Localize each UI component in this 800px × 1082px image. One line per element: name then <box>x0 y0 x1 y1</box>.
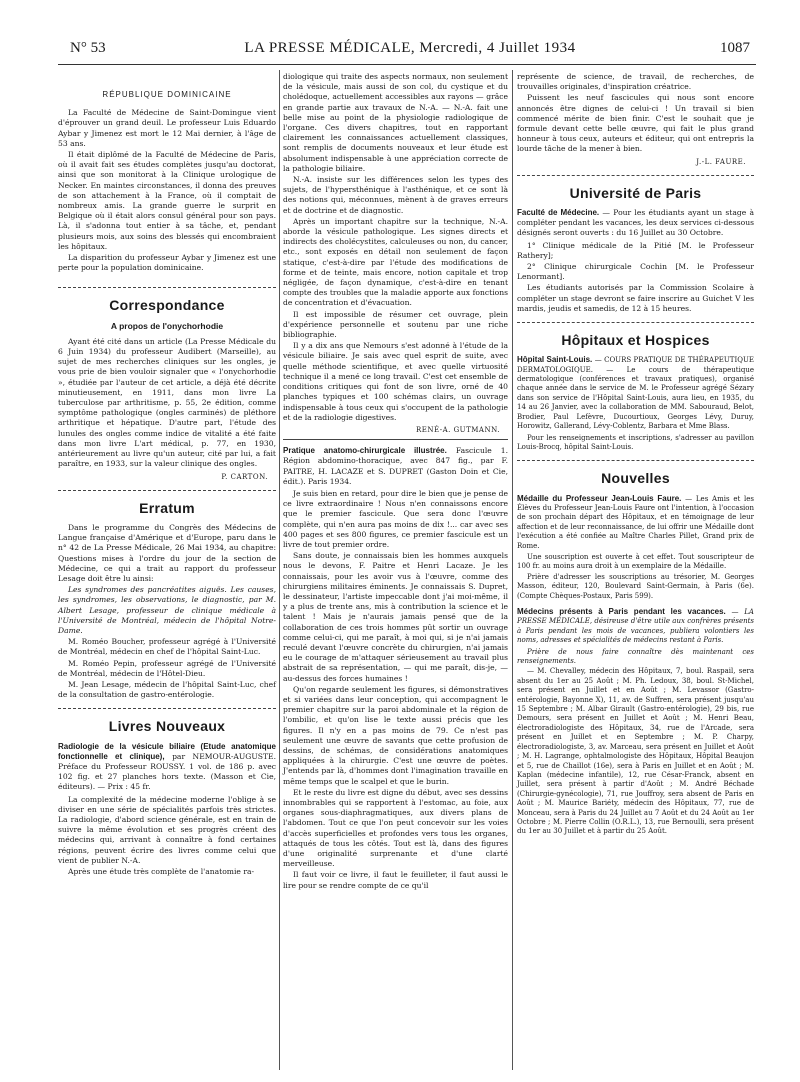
subsection-title: A propos de l'onychorhodie <box>110 320 224 331</box>
notice-text: — Les Amis et les Élèves du Professeur Jean-Louis Faure ont l'intention, à l'occasion de son prochain départ des Hôpitaux, et en témoignage de leur affection et de leur reconnaissance, de lui offrir une Médaille dont l'exécution a été confiée au Maître Charles Pillet, Grand prix de Rome. <box>517 494 755 550</box>
book-title: Pratique anatomo-chirurgicale illustrée. <box>283 446 447 456</box>
section-title: Nouvelles <box>601 470 670 487</box>
paragraph: M. Roméo Pepin, professeur agrégé de l'Université de Montréal, médecin de l'Hôtel-Dieu. <box>58 658 276 678</box>
section-title: Université de Paris <box>569 184 702 201</box>
paragraph: 1° Clinique médicale de la Pitié [M. le Professeur Rathery]; <box>517 240 754 260</box>
column-divider <box>279 70 280 1070</box>
section-title: Livres Nouveaux <box>108 718 226 735</box>
column-1 <box>58 72 276 878</box>
notice-entry <box>517 607 754 646</box>
paragraph: Et le reste du livre est digne du début, avec ses dessins innombrables qui se rapportent à l'estomac, au foie, aux organes sous-diaphragmatiques, aux divers plans de l'abdomen. Tout ce que l'on peut concevoir sur les voies d'accès superficielles et profondes vers tous les organes, attaqués de tous les côtés. Tout est là, dans des figures d'une originalité surprenante et d'une clarté merveilleuse. <box>283 787 508 869</box>
paragraph: Il faut voir ce livre, il faut le feuilleter, il faut aussi le lire pour se rendre compte de ce qu'il <box>283 870 508 890</box>
paragraph: Après une étude très complète de l'anatomie ra- <box>68 867 255 876</box>
paragraph: Sans doute, je connaissais bien les hommes auxquels nous le devons, F. Paitre et Henri Lacaze. Je les connaissais, pour les avoir vus à l'œuvre, comme des chirurgiens militaires éminents. Je connaissais S. Dupret, le dessinateur, l'artiste impeccable dont j'ai moi-même, il y a plus de trente ans, mis à contribution la science et le talent ! Mais je n'aurais jamais pensé que de la collaboration de ces trois hommes pût sortir un ouvrage comme celui-ci, qui me paraît, à moi qui, si je n'ai jamais reculé devant l'œuvre concrète du chirurgien, n'ai jamais eu le courage de m'attaquer sérieusement au travail plus abstrait de sa représentation, — qui me paraît, dis-je, — au-dessus des forces humaines ! <box>283 551 508 683</box>
separator <box>283 439 508 440</box>
separator <box>58 708 276 709</box>
paragraph: Je suis bien en retard, pour dire le bien que je pense de ce livre extraordinaire ! Nous n'en connaissons encore que le premier fascicule. Que sera donc l'œuvre complète, qui n'en aura pas moins de dix !... car avec ses 400 pages et ses 800 figures, ce premier fascicule est un livre de tout premier ordre. <box>283 488 508 549</box>
paragraph: Après un important chapitre sur la technique, N.-A. aborde la vésicule pathologique. Les signes directs et indirects des cholécystites, calculeuses ou non, du cancer, etc., sont exposés en détail non seulement de façon statique, c'est-à-dire par l'étude des modifications de forme et de teinte, mais encore, notion capitale et trop négligée, de façon dynamique, c'est-à-dire en tenant compte des troubles que la maladie apporte aux fonctions de concentration et d'évacuation. <box>283 216 508 308</box>
notice-entry <box>517 494 754 551</box>
paragraph: Dans le programme du Congrès des Médecins de Langue française d'Amérique et d'Europe, paru dans le n° 42 de La Presse Médicale, 26 Mai 1934, au chapitre: Questions mises à l'ordre du jour de la section de Médecine, ce qui a trait au rapport du professeur Lesage doit être lu ainsi: <box>58 522 276 583</box>
paragraph: Les étudiants autorisés par la Commission Scolaire à compléter un stage devront se faire inscrire au Guichet V les mardis, jeudis et samedis, de 12 à 15 heures. <box>517 283 754 313</box>
book-entry <box>283 446 508 487</box>
book-entry <box>58 742 276 793</box>
header-rule <box>58 64 756 65</box>
paragraph: M. Jean Lesage, médecin de l'hôpital Saint-Luc, chef de la consultation de gastro-entérologie. <box>58 679 276 700</box>
paragraph: M. Roméo Boucher, professeur agrégé à l'Université de Montréal, médecin en chef de l'hôpital Saint-Luc. <box>58 637 276 657</box>
column-3 <box>517 72 754 838</box>
notice-text: — Pour les étudiants ayant un stage à compléter pendant les vacances, les deux services ci-dessous désignés seront ouverts : du 16 Juillet au 30 Octobre. <box>517 208 755 238</box>
paragraph: Qu'on regarde seulement les figures, si démonstratives et si variées dans leur conception, qui accompagnent le premier chapitre sur la paroi abdominale et la région de l'ombilic, et qu'on lise le texte aussi précis que les figures. Il n'y en a pas moins de 79. Ce n'est pas seulement une œuvre de savants que cette profusion de dessins, de schémas, de considérations anatomiques appliquées à la chirurgie. C'est une œuvre de poètes. J'entends par là, d'hommes dont l'imagination travaille en même temps que le scalpel et que le burin. <box>283 684 508 786</box>
separator <box>517 460 754 461</box>
notice-entry <box>517 208 754 239</box>
notice-title: Médecins présents à Paris pendant les vacances. <box>517 607 726 616</box>
separator <box>517 322 754 323</box>
journal-title-date: LA PRESSE MÉDICALE, Mercredi, 4 Juillet 1934 <box>244 40 576 56</box>
notice-text: — LA PRESSE MÉDICALE, désireuse d'être utile aux confrères présents à Paris pendant les mois de vacances, publiera volontiers les noms, adresses et spécialités de médecins restant à Paris. <box>517 608 754 645</box>
paragraph: Les syndromes des pancréatites aiguës. Les causes, les syndromes, les observations, le diagnostic, par M. Albert Lesage, professeur de clinique médicale à l'Université de Montréal, médecin de l'hôpital Notre-Dame. <box>58 585 276 635</box>
paragraph: Une souscription est ouverte à cet effet. Tout souscripteur de 100 fr. au moins aura droit à un exemplaire de la Médaille. <box>517 552 754 571</box>
page-header <box>70 40 750 60</box>
paragraph: La complexité de la médecine moderne l'oblige à se diviser en une série de spécialités parfois très strictes. La radiologie, d'abord science générale, est en train de suivre la même évolution et ses progrès créent des médecins qui, arrivant à connaître à fond certaines régions, peuvent écrire des livres comme celui que vient de publier N.-A. <box>58 794 276 865</box>
paragraph: Ayant été cité dans un article (La Presse Médicale du 6 Juin 1934) du professeur Audibert (Marseille), au sujet de mes recherches cliniques sur les ongles, je vous prie de bien vouloir signaler que « l'onychorhodie », étudiée par l'auteur de cet article, a déjà été décrite minutieusement, en 1911, dans mon livre La tuberculose par arthritisme, p. 55, 2e édition, comme symptôme pathologique (ongles carminés) de pléthore arthritique et hépatique. D'autre part, l'étude des lunules des ongles comme indice de vitalité a été faite dans mon livre L'art médical, p. 77, en 1930, antérieurement au livre qu'un auteur, cité par lui, a fait paraître, en 1933, sur la valeur clinique des ongles. <box>58 336 276 469</box>
paragraph: 2° Clinique chirurgicale Cochin [M. le Professeur Lenormant]. <box>517 262 754 282</box>
paragraph: N.-A. insiste sur les différences selon les types des sujets, de l'hypersthénique à l'asthénique, et ce sont là des notions qui, méconnues, mènent à de graves erreurs et de doctrine et de diagnostic. <box>283 175 508 215</box>
paragraph: La Faculté de Médecine de Saint-Domingue vient d'éprouver un grand deuil. Le professeur Luis Eduardo Aybar y Jimenez est mort le 12 Mai dernier, à l'âge de 53 ans. <box>58 108 276 148</box>
paragraph: — M. Chevalley, médecin des Hôpitaux, 7, boul. Raspail, sera absent du 1er au 25 Août ; M. Ph. Ledoux, 38, boul. St-Michel, sera présent en Juillet et en Août ; M. Levassor (Gastro-entérologie, Bayonne X), 11, av. de Suffren, sera présent jusqu'au 15 Septembre ; M. Albar Girault (Gastro-entérologie), 29 bis, rue Demours, sera présent en Juillet et Août ; M. Henri Beau, électroradiologiste des Hôpitaux, 34, rue de l'Arcade, sera présent en Juillet et en Septembre ; M. P. Charpy, électroradiologiste, 3, av. Marceau, sera présent en Juillet et Août ; M. H. Lagrange, ophtalmologiste des Hôpitaux, Hôpital Beaujon et 5, rue de Chaillot (16e), sera à Paris en Juillet et en Août ; M. Kaplan (médecine infantile), 12, rue César-Franck, absent en Juillet, sera présent à partir d'Août ; M. André Béchade (Chirurgie-gynécologie), 71, rue Jouffroy, sera absent de Paris en Août ; M. Maurice Bariéty, médecin des Hôpitaux, 77, rue de Monceau, sera à Paris du 24 Juillet au 7 Août et du 24 Août au 1er Octobre ; M. Pierre Collin (O.R.L.), 13, rue Bernoulli, sera présent du 1er au 30 Juillet et à partir du 25 Août. <box>517 667 754 836</box>
paragraph: Puissent les neuf fascicules qui nous sont encore annoncés être dignes de celui-ci ! Un travail si bien commencé mérite de bien finir. C'est le souhait que je formule devant cette belle œuvre, qui fait le plus grand honneur à tous ceux, auteurs et éditeur, qui ont entrepris la lourde tâche de la mener à bien. <box>517 93 754 154</box>
paragraph: Il était diplômé de la Faculté de Médecine de Paris, où il avait fait ses études complètes jusqu'au doctorat, ainsi que son monitorat à la Clinique urologique de Necker. En maintes circonstances, il donna des preuves de son attachement à la France, où il comptait de nombreux amis. La grande guerre le surprit en Belgique où il était alors consul général pour son pays. Là, il s'adonna tout entier à sa tâche, et, pendant plusieurs mois, aux soins des blessés qui encombraient les hôpitaux. <box>58 150 276 251</box>
column-2 <box>283 72 508 892</box>
section-title: RÉPUBLIQUE DOMINICAINE <box>102 90 232 99</box>
book-title: Radiologie de la vésicule biliaire (Etude anatomique fonctionnelle et clinique), <box>58 741 276 761</box>
notice-title: Médaille du Professeur Jean-Louis Faure. <box>517 493 682 503</box>
book-details: par NEMOUR-AUGUSTE. Préface du Professeur ROUSSY. 1 vol. de 186 p. avec 102 fig. et 27 planches hors texte. (Masson et Cie, éditeurs). — Prix : 45 fr. <box>58 751 276 792</box>
notice-entry <box>517 355 754 431</box>
column-divider <box>512 70 513 1070</box>
paragraph: diologique qui traite des aspects normaux, non seulement de la vésicule, mais aussi de son col, du cystique et du cholédoque, actuellement accessibles aux rayons — grâce en grande partie aux travaux de N.-A. — N.-A. fait une belle mise au point de la physiologie radiologique de l'organe. Ces divers chapitres, tout en rapportant clairement les connaissances actuellement classiques, sont remplis de documents nouveaux et leur étude est absolument indispensable à une appréciation correcte de la pathologie biliaire. <box>283 72 508 173</box>
section-title: Hôpitaux et Hospices <box>561 332 710 349</box>
paragraph: Il est impossible de résumer cet ouvrage, plein d'expérience personnelle et soutenu par une riche bibliographie. <box>283 309 508 340</box>
signature: P. CARTON. <box>221 472 268 481</box>
paragraph: Pour les renseignements et inscriptions, s'adresser au pavillon Louis-Brocq, hôpital Saint-Louis. <box>517 433 754 451</box>
notice-title: Faculté de Médecine. <box>517 208 600 218</box>
signature: RENÉ-A. GUTMANN. <box>415 425 500 434</box>
paragraph: La disparition du professeur Aybar y Jimenez est une perte pour la population dominicaine. <box>58 253 276 273</box>
page-number: 1087 <box>720 40 750 56</box>
separator <box>58 490 276 491</box>
notice-title: Hôpital Saint-Louis. <box>517 355 593 365</box>
paragraph: représente de science, de travail, de recherches, de trouvailles originales, d'inspiration créatrice. <box>517 72 754 92</box>
signature: J.-L. FAURE. <box>696 157 746 166</box>
section-title: Correspondance <box>109 297 225 314</box>
book-details: Fascicule 1. Région abdomino-thoracique, avec 847 fig., par F. PAITRE, H. LACAZE et S. DUPRET (Gaston Doin et Cie, édit.). Paris 1934. <box>283 446 508 486</box>
separator <box>517 175 754 176</box>
paragraph: Prière d'adresser les souscriptions au trésorier, M. Georges Masson, éditeur, 120, Boulevard Saint-Germain, à Paris (6e). (Compte Chèques-Postaux, Paris 599). <box>517 572 754 600</box>
section-title: Erratum <box>139 499 195 516</box>
issue-number: N° 53 <box>70 40 106 56</box>
separator <box>58 287 276 288</box>
paragraph: Prière de nous faire connaître dès maintenant ces renseignements. <box>517 647 754 666</box>
paragraph: Il y a dix ans que Nemours s'est adonné à l'étude de la vésicule biliaire. Je sais avec quel esprit de suite, avec quelle méthode scientifique, et avec quelle virtuosité technique il a mené ce long travail. C'est cet ensemble de conditions critiques qui font de son livre, orné de 40 planches typiques et 100 schémas clairs, un ouvrage indispensable à tous ceux qui s'occupent de la pathologie et de la radiologie digestives. <box>283 341 508 422</box>
notice-text: — COURS PRATIQUE DE THÉRAPEUTIQUE DERMATOLOGIQUE. — Le cours de thérapeutique dermatologique (conférences et travaux pratiques), organisé chaque année dans le service de M. le Professeur agrégé Sézary dans son service de l'Hôpital Saint-Louis, aura lieu, en 1935, du 14 au 26 Janvier, avec la collaboration de MM. Sabouraud, Belot, Brodier, Paul Lefèvre, Ducourtioux, Georges Lévy, Duruy, Horowitz, Gallerand, Lévy-Coblentz, Barbara et Mme Blass. <box>517 356 754 431</box>
